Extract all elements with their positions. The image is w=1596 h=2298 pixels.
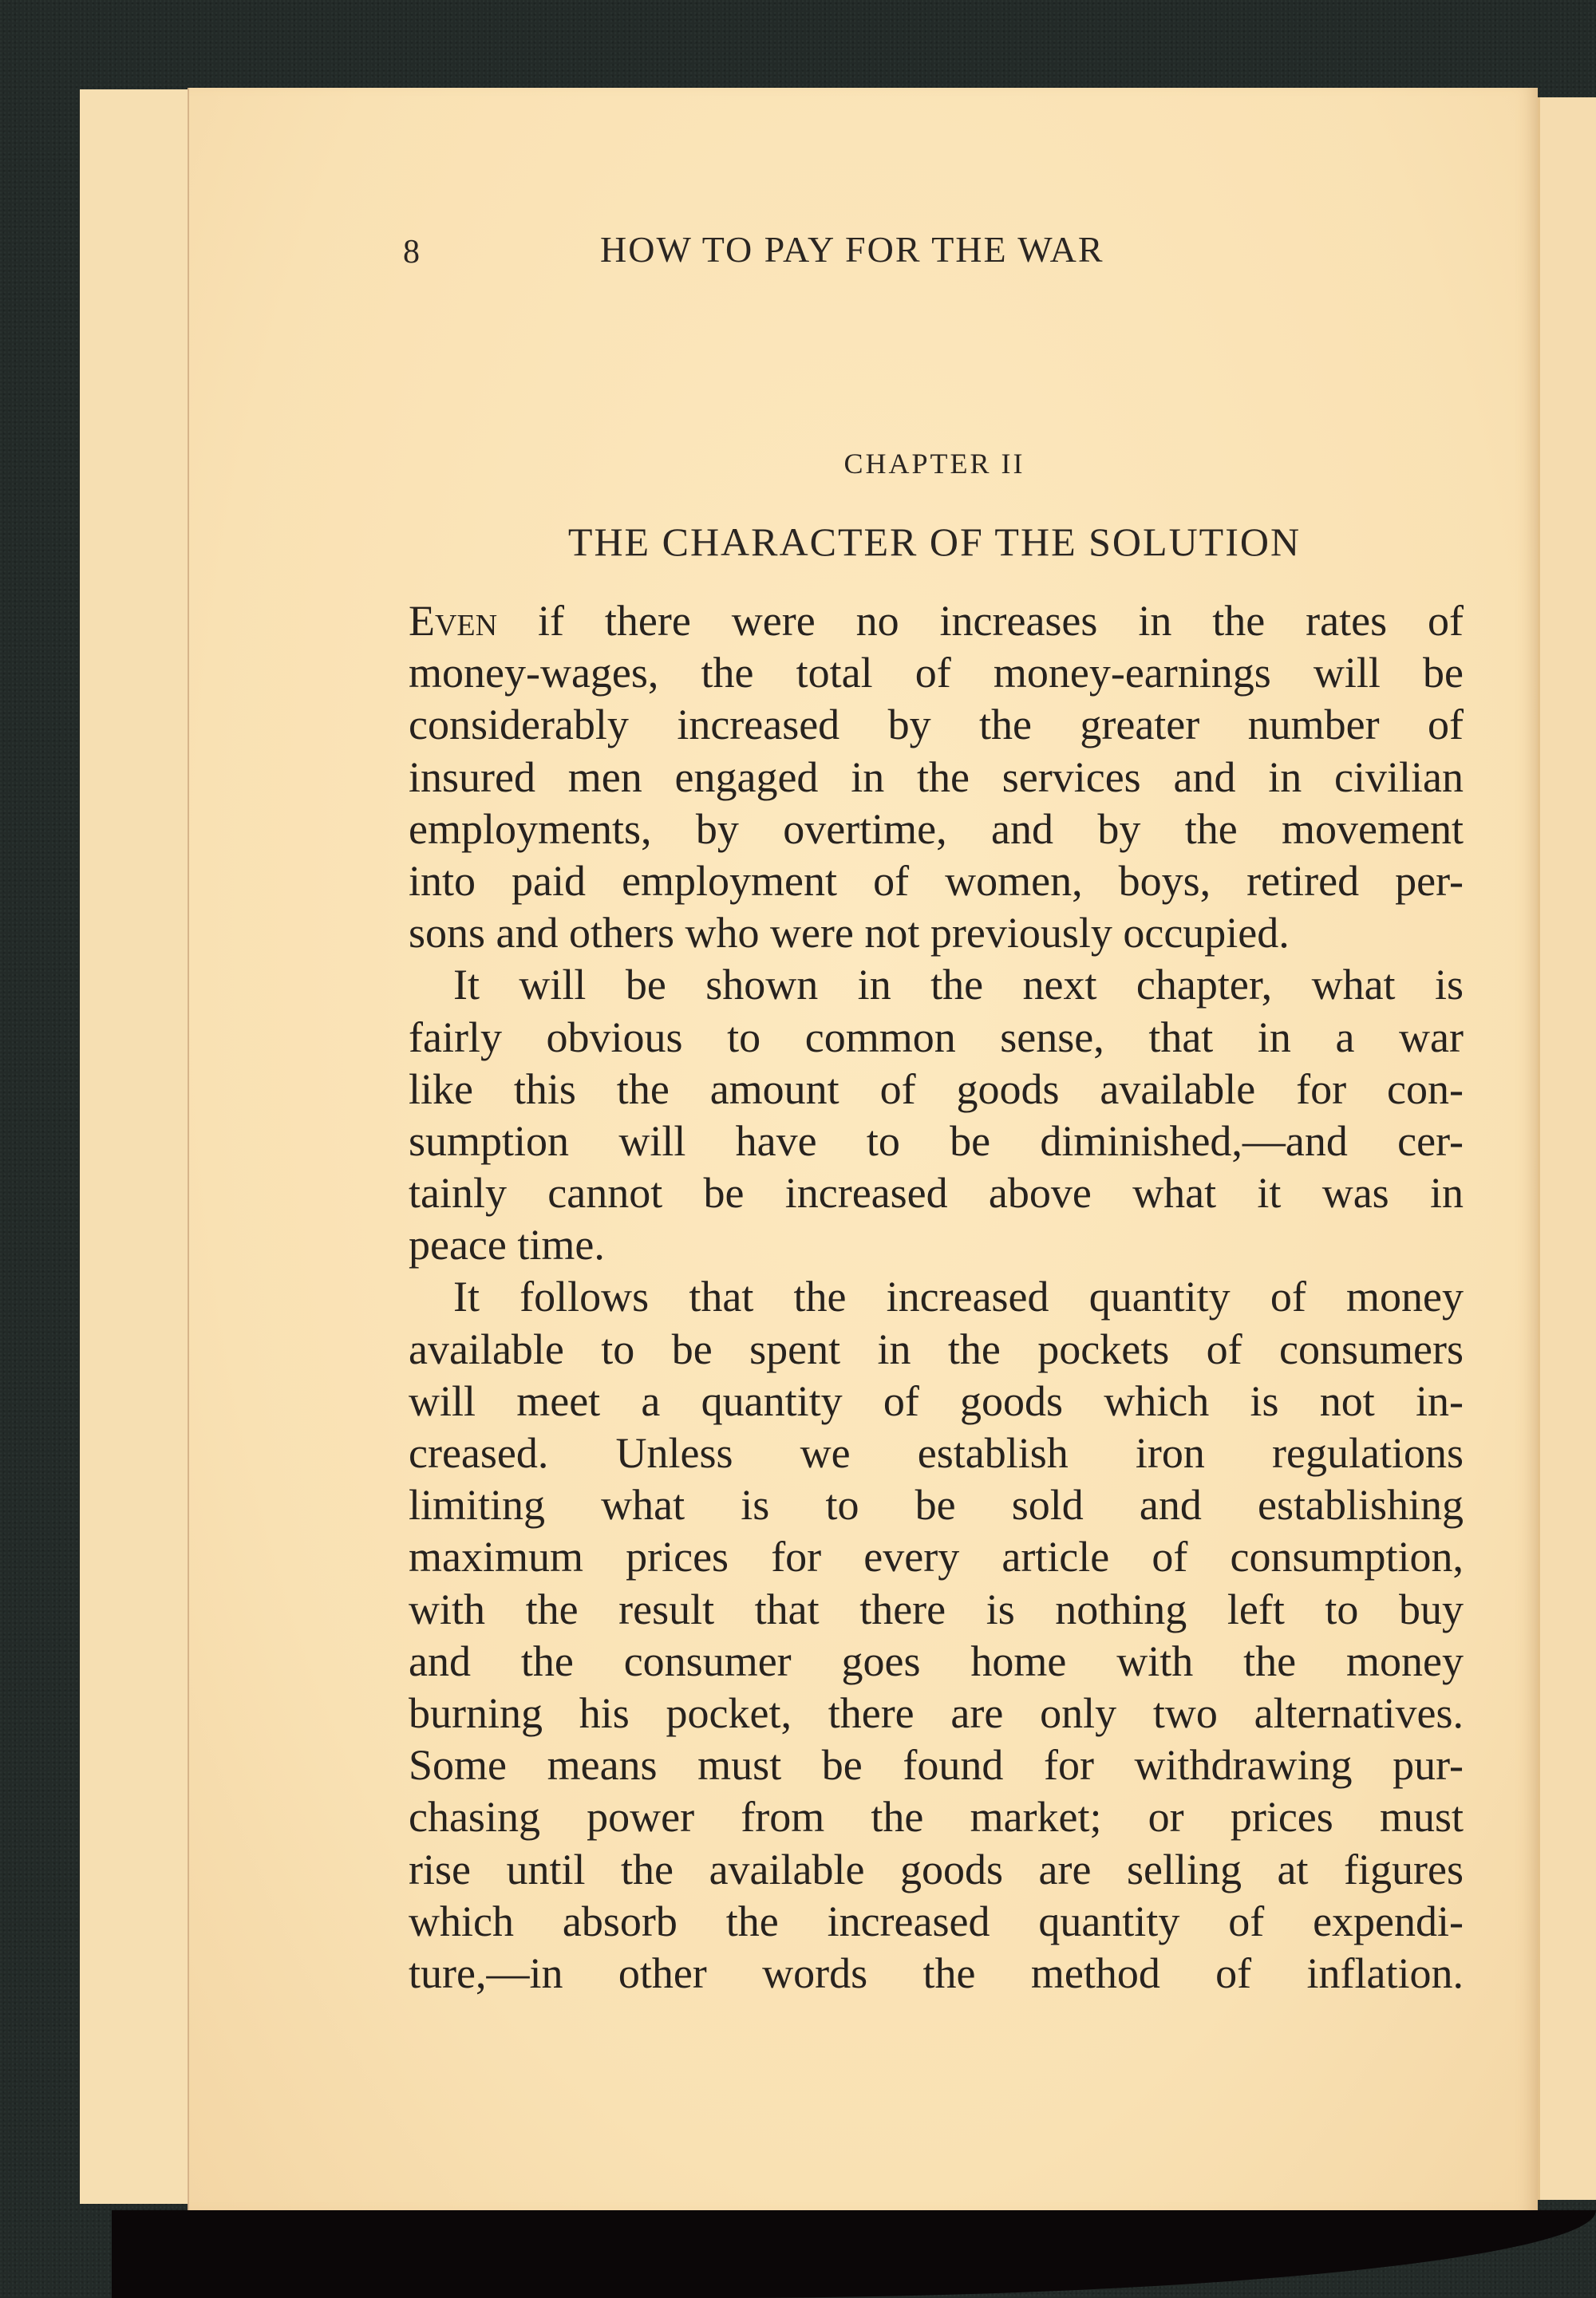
running-head <box>0 225 1596 273</box>
text-line: fairly obvious to common sense, that in a war <box>409 1013 1464 1061</box>
text-line: sons and others who were not previously occupied. <box>409 909 1290 958</box>
facing-page-edge <box>1538 97 1596 2200</box>
text-line: available to be spent in the pockets of consumers <box>409 1325 1464 1373</box>
text-line: limiting what is to be sold and establishing <box>409 1481 1464 1530</box>
text-line: Even if there were no increases in the rates of <box>409 597 1464 645</box>
text-line: and the consumer goes home with the money <box>409 1637 1464 1685</box>
text-line: peace time. <box>409 1221 605 1269</box>
text-line: ture,—in other words the method of inflation. <box>409 1949 1464 1997</box>
text-line: It follows that the increased quantity of money <box>453 1273 1464 1321</box>
text-line: insured men engaged in the services and in civilian <box>409 752 1464 801</box>
text-line: will meet a quantity of goods which is not in- <box>409 1376 1464 1425</box>
text-line: chasing power from the market; or prices must <box>409 1793 1464 1842</box>
text-line: It will be shown in the next chapter, what is <box>453 961 1464 1009</box>
text-line: employments, by overtime, and by the movement <box>409 804 1464 853</box>
text-line: into paid employment of women, boys, retired per- <box>409 856 1464 905</box>
opening-word: Even <box>409 597 498 645</box>
page-number: 8 <box>403 234 420 270</box>
text-line: considerably increased by the greater number of <box>409 701 1464 749</box>
text-line: like this the amount of goods available for con- <box>409 1064 1464 1113</box>
book-title: HOW TO PAY FOR THE WAR <box>600 229 1104 270</box>
text-line: money-wages, the total of money-earnings will be <box>409 649 1464 697</box>
text-line: with the result that there is nothing left to buy <box>409 1585 1464 1633</box>
text-line: tainly cannot be increased above what it was in <box>409 1169 1464 1218</box>
text-line: which absorb the increased quantity of expendi- <box>409 1897 1464 1945</box>
text-line: creased. Unless we establish iron regulations <box>409 1429 1464 1477</box>
chapter-title: THE CHARACTER OF THE SOLUTION <box>567 519 1302 564</box>
text-line: rise until the available goods are selling at figures <box>409 1845 1464 1893</box>
body-text <box>409 595 1464 2000</box>
text-line: burning his pocket, there are only two alternatives. <box>409 1688 1464 1737</box>
book-shadow <box>112 2210 1596 2298</box>
text-line: maximum prices for every article of consumption, <box>409 1533 1464 1581</box>
text-line: Some means must be found for withdrawing pur- <box>409 1741 1464 1790</box>
page-stack-edge <box>80 89 105 2204</box>
page-stack-edge <box>160 89 189 2204</box>
text-line: sumption will have to be diminished,—and cer- <box>409 1116 1464 1165</box>
chapter-label: CHAPTER II <box>843 448 1025 480</box>
